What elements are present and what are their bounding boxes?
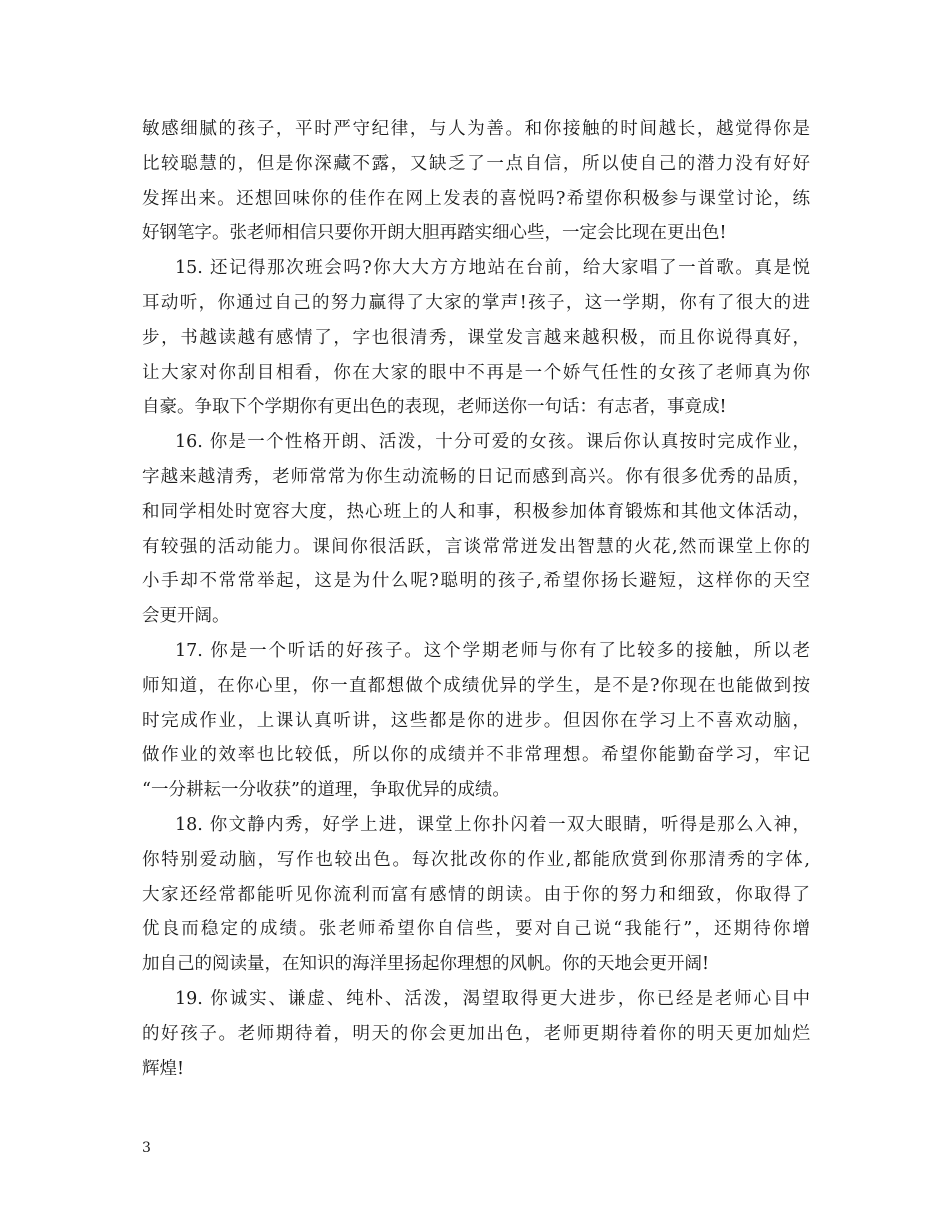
text-line: 自豪。争取下个学期你有更出色的表现，老师送你一句话：有志者，事竟成! <box>142 397 727 418</box>
text-line: “一分耕耘一分收获”的道理，争取优异的成绩。 <box>142 780 510 801</box>
text-line: 小手却不常常举起，这是为什么呢?聪明的孩子,希望你扬长避短，这样你的天空 <box>142 571 810 592</box>
text-line: 发挥出来。还想回味你的佳作在网上发表的喜悦吗?希望你积极参与课堂讨论，练 <box>142 188 810 209</box>
text-line: 师知道，在你心里，你一直都想做个成绩优异的学生，是不是?你现在也能做到按 <box>142 675 810 696</box>
text-line: 你特别爱动脑，写作也较出色。每次批改你的作业,都能欣赏到你那清秀的字体, <box>142 849 810 870</box>
text-line: 大家还经常都能听见你流利而富有感情的朗读。由于你的努力和细致，你取得了 <box>142 884 810 905</box>
text-line: 耳动听，你通过自己的努力赢得了大家的掌声!孩子，这一学期，你有了很大的进 <box>142 292 810 313</box>
text-line: 16. 你是一个性格开朗、活泼，十分可爱的女孩。课后你认真按时完成作业， <box>175 432 810 453</box>
text-line: 字越来越清秀，老师常常为你生动流畅的日记而感到高兴。你有很多优秀的品质， <box>142 466 810 487</box>
text-line: 做作业的效率也比较低，所以你的成绩并不非常理想。希望你能勤奋学习，牢记 <box>142 745 810 766</box>
text-line: 加自己的阅读量，在知识的海洋里扬起你理想的风帆。你的天地会更开阔! <box>142 954 710 975</box>
text-line: 时完成作业，上课认真听讲，这些都是你的进步。但因你在学习上不喜欢动脑， <box>142 710 810 731</box>
text-line: 好钢笔字。张老师相信只要你开朗大胆再踏实细心些，一定会比现在更出色! <box>142 223 727 244</box>
text-line: 18. 你文静内秀，好学上进，课堂上你扑闪着一双大眼睛，听得是那么入神， <box>175 814 810 835</box>
text-line: 步，书越读越有感情了，字也很清秀，课堂发言越来越积极，而且你说得真好， <box>142 327 810 348</box>
text-line: 17. 你是一个听话的好孩子。这个学期老师与你有了比较多的接触，所以老 <box>175 640 810 661</box>
text-line: 的好孩子。老师期待着，明天的你会更加出色，老师更期待着你的明天更加灿烂 <box>142 1023 810 1044</box>
text-line: 辉煌! <box>142 1058 185 1079</box>
text-line: 会更开阔。 <box>142 606 230 627</box>
text-line: 优良而稳定的成绩。张老师希望你自信些，要对自己说“我能行”，还期待你增 <box>142 919 810 940</box>
page-number: 3 <box>142 1140 151 1156</box>
text-line: 15. 还记得那次班会吗?你大大方方地站在台前，给大家唱了一首歌。真是悦 <box>175 258 810 279</box>
text-line: 敏感细腻的孩子，平时严守纪律，与人为善。和你接触的时间越长，越觉得你是 <box>142 119 810 139</box>
text-line: 和同学相处时宽容大度，热心班上的人和事，积极参加体育锻炼和其他文体活动， <box>142 501 810 522</box>
text-line: 19. 你诚实、谦虚、纯朴、活泼，渴望取得更大进步，你已经是老师心目中 <box>175 988 810 1009</box>
text-line: 让大家对你刮目相看，你在大家的眼中不再是一个娇气任性的女孩了老师真为你 <box>142 362 810 383</box>
document-body <box>142 112 810 1086</box>
text-line: 比较聪慧的，但是你深藏不露，又缺乏了一点自信，所以使自己的潜力没有好好 <box>142 153 810 174</box>
text-line: 有较强的活动能力。课间你很活跃，言谈常常迸发出智慧的火花,然而课堂上你的 <box>142 536 810 557</box>
